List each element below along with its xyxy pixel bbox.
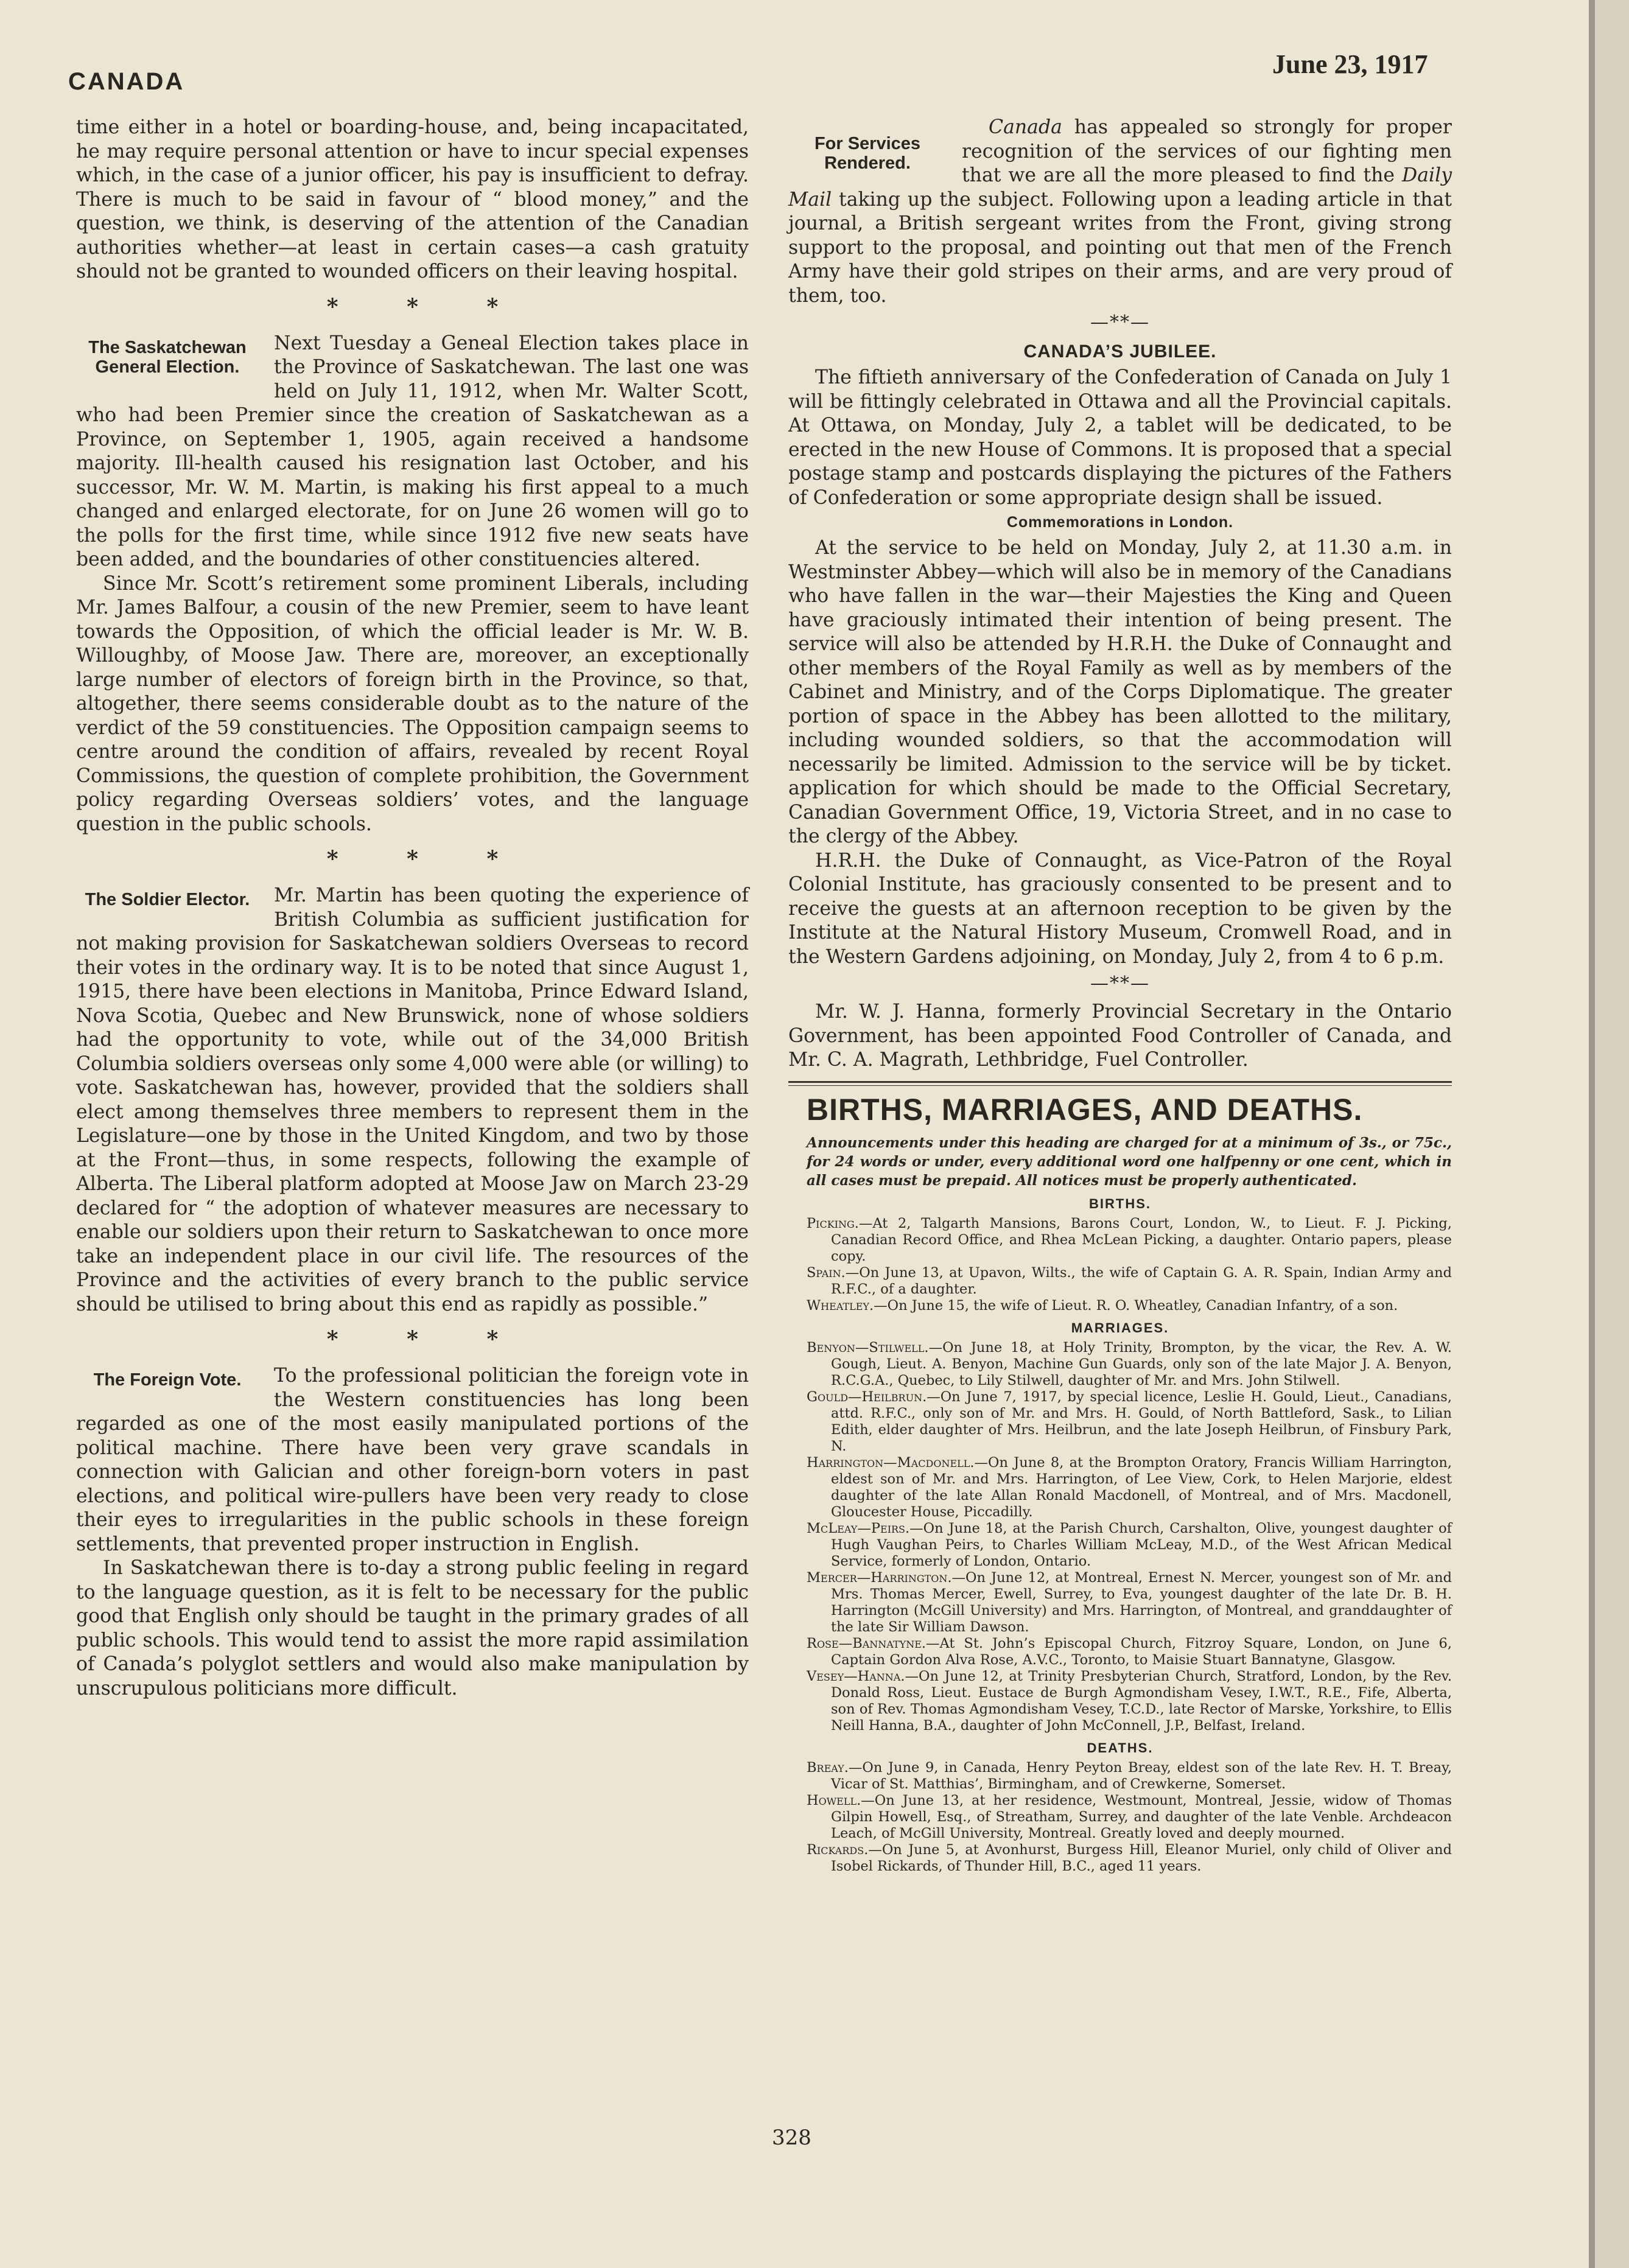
page-edge bbox=[1595, 0, 1629, 2268]
bmd-title: BIRTHS, MARRIAGES, AND DEATHS. bbox=[807, 1092, 1363, 1127]
section-header: CANADA bbox=[68, 68, 185, 95]
death-announcement bbox=[807, 1842, 1452, 1875]
marriage-announcement bbox=[807, 1340, 1452, 1389]
announcement-text: .—On June 12, at Montreal, Ernest N. Mercer, youngest son of Mr. and Mrs. Thomas Mercer, Ewell, Surrey, to Eva, youngest daughter of the late Dr. B. H. Harrington (McGill University) and Mrs. Harrington, of Montreal, and granddaughter of the late Sir William Dawson. bbox=[831, 1569, 1452, 1635]
article-soldier-elector bbox=[76, 884, 749, 1317]
article-jubilee bbox=[788, 341, 1452, 969]
announcement-name: Vesey—Hanna bbox=[807, 1668, 901, 1684]
foreign-paragraph-2: In Saskatchewan there is to-day a strong public feeling in regard to the language question, as it is felt to be necessary for the public good that English only should be taught in the primary grades of all public schools. This would tend to assist the more rapid assimilation of Canada’s polyglot settlers and would also make manipulation by unscrupulous politicians more difficult. bbox=[76, 1557, 749, 1699]
birth-announcement bbox=[807, 1265, 1452, 1298]
marriage-announcement bbox=[807, 1668, 1452, 1734]
services-text-2: taking up the subject. Following upon a leading article in that journal, a British sergeant writes from the Front, giving strong support to the proposal, and pointing out that men of the French Army have their gold stripes on their arms, and are very proud of them, too. bbox=[788, 188, 1452, 307]
announcement-name: Rose—Bannatyne bbox=[807, 1635, 922, 1651]
announcement-text: .—On June 18, at Holy Trinity, Brompton, by the vicar, the Rev. A. W. Gough, Lieut. A. Benyon, Machine Gun Guards, only son of the late Major J. A. Benyon, R.C.G.A., Quebec, to Lily Stilwell, daughter of Mr. and Mrs. John Stilwell. bbox=[831, 1339, 1452, 1388]
announcement-text: .—On June 12, at Trinity Presbyterian Church, Stratford, London, by the Rev. Donald Ross, Lieut. Eustace de Burgh Agmondisham Vesey, I.W.T., R.E., Fife, Alberta, son of Rev. Thomas Agmondisham Vesey, T.C.D., late Rector of Marske, Yorkshire, to Ellis Neill Hanna, B.A., daughter of John McConnell, J.P., Belfast, Ireland. bbox=[831, 1668, 1452, 1734]
article-foreign-vote bbox=[76, 1364, 749, 1701]
announcement-text: .—On June 7, 1917, by special licence, Leslie H. Gould, Lieut., Canadians, attd. R.F.C., only son of Mr. and Mrs. H. Gould, of North Battleford, Sask., to Lilian Edith, elder daughter of Mrs. Heilbrun, and the late Joseph Heilbrun, of Finsbury Park, N. bbox=[831, 1388, 1452, 1454]
services-text-1: has appealed so strongly for proper recognition of the services of our fighting men that we are all the more pleased to find the bbox=[962, 116, 1452, 186]
marriage-announcement bbox=[807, 1455, 1452, 1521]
marriage-announcement bbox=[807, 1570, 1452, 1636]
hanna-paragraph: Mr. W. J. Hanna, formerly Provincial Secretary in the Ontario Government, has been appointed Food Controller of Canada, and Mr. C. A. Magrath, Lethbridge, Fuel Controller. bbox=[788, 1001, 1452, 1071]
saskatchewan-paragraph-1: Next Tuesday a Geneal Election takes place in the Province of Saskatchewan. The last one was held on July 11, 1912, when Mr. Walter Scott, who had been Premier since the creation of Saskatchewan as a Province, on September 1, 1905, again received a handsome majority. Ill-health caused his resignation last October, and his successor, Mr. W. M. Martin, is making his first appeal to a much changed and enlarged electorate, for on June 26 women will go to the polls for the first time, while since 1912 five new seats have been added, and the boundaries of other constituencies altered. bbox=[76, 332, 749, 570]
announcement-name: Breay bbox=[807, 1759, 844, 1776]
foreign-heading: The Foreign Vote. bbox=[93, 1370, 242, 1390]
jubilee-subtitle: Commemorations in London. bbox=[1006, 514, 1234, 531]
saskatchewan-heading: The Saskatchewan General Election. bbox=[88, 337, 247, 377]
announcement-name: Spain bbox=[807, 1264, 841, 1281]
marriages-heading: MARRIAGES. bbox=[1071, 1320, 1169, 1335]
announcement-text: .—At 2, Talgarth Mansions, Barons Court, London, W., to Lieut. F. J. Picking, Canadian Record Office, and Rhea McLean Picking, a daughter. Ontario papers, please copy. bbox=[831, 1215, 1452, 1264]
announcement-text: .—On June 8, at the Brompton Oratory, Francis William Harrington, eldest son of Mr. and Mrs. Harrington, of Lee View, Cork, to Helen Marjorie, eldest daughter of the late Allan Ronald Macdonell, of Montreal, and of Mrs. Macdonell, Gloucester House, Piccadilly. bbox=[831, 1454, 1452, 1520]
soldier-heading: The Soldier Elector. bbox=[85, 890, 250, 909]
deaths-heading: DEATHS. bbox=[1087, 1740, 1154, 1755]
announcement-name: Picking bbox=[807, 1215, 855, 1231]
announcement-text: .—At St. John’s Episcopal Church, Fitzroy Square, London, on June 6, Captain Gordon Alva Rose, A.V.C., Toronto, to Maisie Stuart Bannatyne, Glasgow. bbox=[831, 1635, 1452, 1668]
bmd-section bbox=[788, 1092, 1452, 1875]
article-saskatchewan bbox=[76, 332, 749, 837]
announcement-text: .—On June 18, at the Parish Church, Carshalton, Olive, youngest daughter of Hugh Vaughan Peirs, to Charles William McLeay, M.D., of the West African Medical Service, formerly of London, Ontario. bbox=[831, 1520, 1452, 1569]
soldier-paragraph: Mr. Martin has been quoting the experience of British Columbia as sufficient justification for not making provision for Saskatchewan soldiers Overseas to record their votes in the ordinary way. It is to be noted that since August 1, 1915, there have been elections in Manitoba, Prince Edward Island, Nova Scotia, Quebec and New Brunswick, none of whose soldiers had the opportunity to vote, while out of the 34,000 British Columbia soldiers overseas only some 4,000 were able (or willing) to vote. Saskatchewan has, however, provided that the soldiers shall elect among themselves three members to represent them in the Legislature—one by those in the United Kingdom, and two by those at the Front—thus, in some respects, following the example of Alberta. The Liberal platform adopted at Moose Jaw on March 23-29 declared for “ the adoption of whatever measures are necessary to enable our soldiers upon their return to Saskatchewan to once more take an independent place in our civil life. The resources of the Province and the activities of every branch to the public service should be utilised to bring about this end as rapidly as possible.” bbox=[76, 884, 749, 1315]
birth-announcement bbox=[807, 1216, 1452, 1265]
jubilee-paragraph-1: The fiftieth anniversary of the Confederation of Canada on July 1 will be fittingly celebrated in Ottawa and all the Provincial capitals. At Ottawa, on Monday, July 2, a tablet will be dedicated, to be erected in the new House of Commons. It is proposed that a special postage stamp and postcards displaying the pictures of the Fathers of Confederation or some appropriate design shall be issued. bbox=[788, 366, 1452, 509]
births-list bbox=[788, 1216, 1452, 1314]
announcement-text: .—On June 13, at Upavon, Wilts., the wife of Captain G. A. R. Spain, Indian Army and R.F.C., of a daughter. bbox=[831, 1264, 1452, 1297]
section-divider: * * * bbox=[326, 846, 529, 872]
left-column bbox=[76, 116, 749, 1701]
announcement-name: Rickards bbox=[807, 1841, 864, 1858]
death-announcement bbox=[807, 1760, 1452, 1793]
marriage-announcement bbox=[807, 1636, 1452, 1668]
announcement-text: .—On June 5, at Avonhurst, Burgess Hill, Eleanor Muriel, only child of Oliver and Isobel Rickards, of Thunder Hill, B.C., aged 11 years. bbox=[831, 1841, 1452, 1874]
services-italic-canada: Canada bbox=[989, 116, 1062, 138]
intro-paragraph: time either in a hotel or boarding-house, and, being incapacitated, he may require personal attention or have to incur special expenses which, in the case of a junior officer, his pay is insufficient to defray. There is much to be said in favour of “ blood money,” and the question, we think, is deserving of the attention of the Canadian authorities whether—at least in certain cases—a cash gratuity should not be granted to wounded officers on their leaving hospital. bbox=[76, 116, 749, 282]
announcement-name: Benyon—Stilwell bbox=[807, 1339, 925, 1356]
jubilee-paragraph-3: H.R.H. the Duke of Connaught, as Vice-Patron of the Royal Colonial Institute, has graciously consented to be present and to receive the guests at an afternoon reception to be given by the Institute at the Natural History Museum, Cromwell Road, and in the Western Gardens adjoining, on Monday, July 2, from 4 to 6 p.m. bbox=[788, 849, 1452, 968]
section-divider: * * * bbox=[326, 293, 529, 320]
marriages-list bbox=[788, 1340, 1452, 1734]
announcement-text: .—On June 15, the wife of Lieut. R. O. Wheatley, Canadian Infantry, of a son. bbox=[869, 1297, 1398, 1314]
jubilee-title: CANADA’S JUBILEE. bbox=[1023, 341, 1217, 362]
deaths-list bbox=[788, 1760, 1452, 1875]
services-italic-mail: Daily Mail bbox=[788, 164, 1452, 211]
announcement-name: Mercer—Harrington bbox=[807, 1569, 948, 1586]
announcement-name: Howell bbox=[807, 1792, 857, 1808]
issue-date: June 23, 1917 bbox=[1272, 49, 1428, 79]
marriage-announcement bbox=[807, 1389, 1452, 1455]
announcement-text: .—On June 9, in Canada, Henry Peyton Breay, eldest son of the late Rev. H. T. Breay, Vicar of St. Matthias’, Birmingham, and of Crewkerne, Somerset. bbox=[831, 1759, 1452, 1792]
foreign-paragraph-1: To the professional politician the foreign vote in the Western constituencies has long been regarded as one of the most easily manipulated portions of the political machine. There have been very grave scandals in connection with Galician and other foreign-born voters in past elections, and political wire-pullers have been very ready to close their eyes to irregularities in the public schools in these foreign settlements, that prevented proper instruction in English. bbox=[76, 1365, 749, 1555]
separator: —**— bbox=[1090, 973, 1150, 994]
announcement-name: Gould—Heilbrun bbox=[807, 1388, 923, 1405]
right-column bbox=[788, 116, 1452, 1875]
services-heading: For Services Rendered. bbox=[814, 134, 921, 173]
birth-announcement bbox=[807, 1298, 1452, 1314]
death-announcement bbox=[807, 1793, 1452, 1842]
announcement-name: Wheatley bbox=[807, 1297, 869, 1314]
separator: —**— bbox=[1090, 312, 1150, 333]
jubilee-paragraph-2: At the service to be held on Monday, July 2, at 11.30 a.m. in Westminster Abbey—which will also be in memory of the Canadians who have fallen in the war—their Majesties the King and Queen have graciously intimated their intention of being present. The service will also be attended by H.R.H. the Duke of Connaught and other members of the Royal Family as well as by members of the Cabinet and Ministry, and of the Corps Diplomatique. The greater portion of space in the Abbey has been allotted to the military, including wounded soldiers, so that the accommodation will necessarily be limited. Admission to the service will be by ticket. application for which should be made to the Official Secretary, Canadian Government Office, 19, Victoria Street, and in no case to the clergy of the Abbey. bbox=[788, 537, 1452, 847]
announcement-text: .—On June 13, at her residence, Westmount, Montreal, Jessie, widow of Thomas Gilpin Howell, Esq., of Streatham, Surrey, and daughter of the late Venble. Archdeacon Leach, of McGill University, Montreal. Greatly loved and deeply mourned. bbox=[831, 1792, 1452, 1841]
saskatchewan-paragraph-2: Since Mr. Scott’s retirement some prominent Liberals, including Mr. James Balfour, a cousin of the new Premier, seem to have leant towards the Opposition, of which the official leader is Mr. W. B. Willoughby, of Moose Jaw. There are, moreover, an exceptionally large number of electors of foreign birth in the Province, so that, altogether, there seems considerable doubt as to the nature of the verdict of the 59 constituencies. The Opposition campaign seems to centre around the condition of affairs, revealed by recent Royal Commissions, the question of complete prohibition, the Government policy regarding Overseas soldiers’ votes, and the language question in the public schools. bbox=[76, 572, 749, 835]
announcement-name: McLeay—Peirs bbox=[807, 1520, 906, 1536]
announcement-name: Harrington—Macdonell bbox=[807, 1454, 970, 1471]
double-rule bbox=[788, 1081, 1452, 1086]
births-heading: BIRTHS. bbox=[1089, 1195, 1151, 1211]
bmd-notice: Announcements under this heading are charged for at a minimum of 3s., or 75c., for 24 words or under, every additional word one halfpenny or one cent, which in all cases must be prepaid. All notices must be properly authenticated. bbox=[807, 1134, 1452, 1189]
article-services bbox=[788, 116, 1452, 308]
page-number: 328 bbox=[772, 2126, 811, 2150]
marriage-announcement bbox=[807, 1521, 1452, 1570]
section-divider: * * * bbox=[326, 1326, 529, 1352]
